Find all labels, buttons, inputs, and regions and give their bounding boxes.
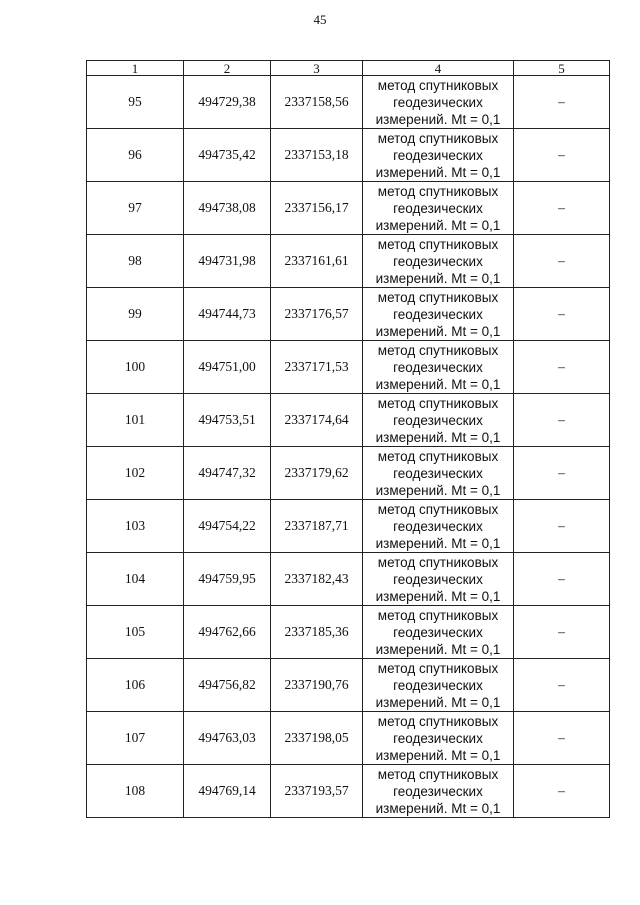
y-coordinate-cell: 2337179,62 [271, 447, 363, 500]
x-coordinate-cell: 494763,03 [184, 712, 271, 765]
method-cell [363, 500, 514, 553]
method-line: геодезических [393, 412, 483, 428]
note-cell: – [514, 394, 610, 447]
table-row [87, 765, 610, 818]
x-coordinate-cell: 494754,22 [184, 500, 271, 553]
note-cell: – [514, 765, 610, 818]
table-row [87, 288, 610, 341]
method-cell [363, 659, 514, 712]
method-cell [363, 235, 514, 288]
method-line: метод спутниковых [377, 713, 499, 729]
method-cell [363, 447, 514, 500]
point-number-cell: 106 [87, 659, 184, 712]
x-coordinate-cell: 494735,42 [184, 129, 271, 182]
point-number-cell: 99 [87, 288, 184, 341]
x-coordinate-cell: 494762,66 [184, 606, 271, 659]
method-line: геодезических [393, 730, 483, 746]
x-coordinate-cell: 494751,00 [184, 341, 271, 394]
method-line: геодезических [393, 624, 483, 640]
method-line: метод спутниковых [377, 130, 499, 146]
method-line: измерений. Mt = 0,1 [375, 429, 501, 445]
page-number: 45 [313, 12, 327, 27]
table-row [87, 341, 610, 394]
method-line: измерений. Mt = 0,1 [375, 376, 501, 392]
method-line: измерений. Mt = 0,1 [375, 641, 501, 657]
note-cell: – [514, 659, 610, 712]
note-cell: – [514, 606, 610, 659]
method-line: метод спутниковых [377, 183, 499, 199]
table-header [87, 61, 610, 76]
table-row [87, 712, 610, 765]
y-coordinate-cell: 2337153,18 [271, 129, 363, 182]
method-line: измерений. Mt = 0,1 [375, 800, 501, 816]
point-number-cell: 107 [87, 712, 184, 765]
point-number-cell: 97 [87, 182, 184, 235]
table-row [87, 500, 610, 553]
method-line: геодезических [393, 147, 483, 163]
header-col-5: 5 [514, 61, 610, 76]
note-cell: – [514, 129, 610, 182]
note-cell: – [514, 341, 610, 394]
table-row [87, 447, 610, 500]
method-line: измерений. Mt = 0,1 [375, 217, 501, 233]
point-number-cell: 102 [87, 447, 184, 500]
y-coordinate-cell: 2337185,36 [271, 606, 363, 659]
method-cell [363, 553, 514, 606]
method-line: метод спутниковых [377, 660, 499, 676]
x-coordinate-cell: 494759,95 [184, 553, 271, 606]
note-cell: – [514, 500, 610, 553]
method-line: измерений. Mt = 0,1 [375, 588, 501, 604]
method-cell [363, 76, 514, 129]
method-line: измерений. Mt = 0,1 [375, 535, 501, 551]
note-cell: – [514, 447, 610, 500]
method-line: метод спутниковых [377, 766, 499, 782]
y-coordinate-cell: 2337161,61 [271, 235, 363, 288]
method-line: геодезических [393, 465, 483, 481]
table-row [87, 76, 610, 129]
y-coordinate-cell: 2337198,05 [271, 712, 363, 765]
method-line: метод спутниковых [377, 236, 499, 252]
header-col-4: 4 [363, 61, 514, 76]
method-line: геодезических [393, 253, 483, 269]
y-coordinate-cell: 2337174,64 [271, 394, 363, 447]
method-line: метод спутниковых [377, 501, 499, 517]
x-coordinate-cell: 494753,51 [184, 394, 271, 447]
x-coordinate-cell: 494738,08 [184, 182, 271, 235]
method-line: метод спутниковых [377, 289, 499, 305]
coordinates-table [86, 60, 610, 818]
note-cell: – [514, 288, 610, 341]
note-cell: – [514, 712, 610, 765]
method-line: геодезических [393, 677, 483, 693]
method-cell [363, 182, 514, 235]
method-line: метод спутниковых [377, 395, 499, 411]
method-line: геодезических [393, 94, 483, 110]
table-body [87, 76, 610, 818]
method-line: геодезических [393, 518, 483, 534]
x-coordinate-cell: 494731,98 [184, 235, 271, 288]
method-cell [363, 129, 514, 182]
method-line: измерений. Mt = 0,1 [375, 270, 501, 286]
method-line: метод спутниковых [377, 448, 499, 464]
note-cell: – [514, 182, 610, 235]
point-number-cell: 98 [87, 235, 184, 288]
header-row [87, 61, 610, 76]
x-coordinate-cell: 494744,73 [184, 288, 271, 341]
y-coordinate-cell: 2337190,76 [271, 659, 363, 712]
header-col-1: 1 [87, 61, 184, 76]
y-coordinate-cell: 2337156,17 [271, 182, 363, 235]
method-cell [363, 288, 514, 341]
method-line: геодезических [393, 200, 483, 216]
method-line: метод спутниковых [377, 554, 499, 570]
table-row [87, 553, 610, 606]
method-cell [363, 394, 514, 447]
method-line: геодезических [393, 359, 483, 375]
method-line: измерений. Mt = 0,1 [375, 164, 501, 180]
method-line: метод спутниковых [377, 77, 499, 93]
x-coordinate-cell: 494729,38 [184, 76, 271, 129]
point-number-cell: 105 [87, 606, 184, 659]
method-line: геодезических [393, 571, 483, 587]
method-line: метод спутниковых [377, 342, 499, 358]
point-number-cell: 103 [87, 500, 184, 553]
method-cell [363, 712, 514, 765]
method-cell [363, 765, 514, 818]
method-line: измерений. Mt = 0,1 [375, 694, 501, 710]
method-line: метод спутниковых [377, 607, 499, 623]
method-cell [363, 606, 514, 659]
table-row [87, 235, 610, 288]
table-row [87, 394, 610, 447]
table-row [87, 606, 610, 659]
y-coordinate-cell: 2337182,43 [271, 553, 363, 606]
method-line: измерений. Mt = 0,1 [375, 747, 501, 763]
point-number-cell: 104 [87, 553, 184, 606]
table-row [87, 129, 610, 182]
point-number-cell: 108 [87, 765, 184, 818]
table-row [87, 659, 610, 712]
x-coordinate-cell: 494747,32 [184, 447, 271, 500]
header-col-3: 3 [271, 61, 363, 76]
method-line: измерений. Mt = 0,1 [375, 323, 501, 339]
point-number-cell: 96 [87, 129, 184, 182]
point-number-cell: 101 [87, 394, 184, 447]
x-coordinate-cell: 494769,14 [184, 765, 271, 818]
point-number-cell: 100 [87, 341, 184, 394]
y-coordinate-cell: 2337171,53 [271, 341, 363, 394]
note-cell: – [514, 235, 610, 288]
method-line: измерений. Mt = 0,1 [375, 111, 501, 127]
y-coordinate-cell: 2337176,57 [271, 288, 363, 341]
table-row [87, 182, 610, 235]
y-coordinate-cell: 2337158,56 [271, 76, 363, 129]
y-coordinate-cell: 2337187,71 [271, 500, 363, 553]
note-cell: – [514, 76, 610, 129]
method-line: измерений. Mt = 0,1 [375, 482, 501, 498]
method-line: геодезических [393, 306, 483, 322]
note-cell: – [514, 553, 610, 606]
y-coordinate-cell: 2337193,57 [271, 765, 363, 818]
method-cell [363, 341, 514, 394]
point-number-cell: 95 [87, 76, 184, 129]
method-line: геодезических [393, 783, 483, 799]
x-coordinate-cell: 494756,82 [184, 659, 271, 712]
header-col-2: 2 [184, 61, 271, 76]
